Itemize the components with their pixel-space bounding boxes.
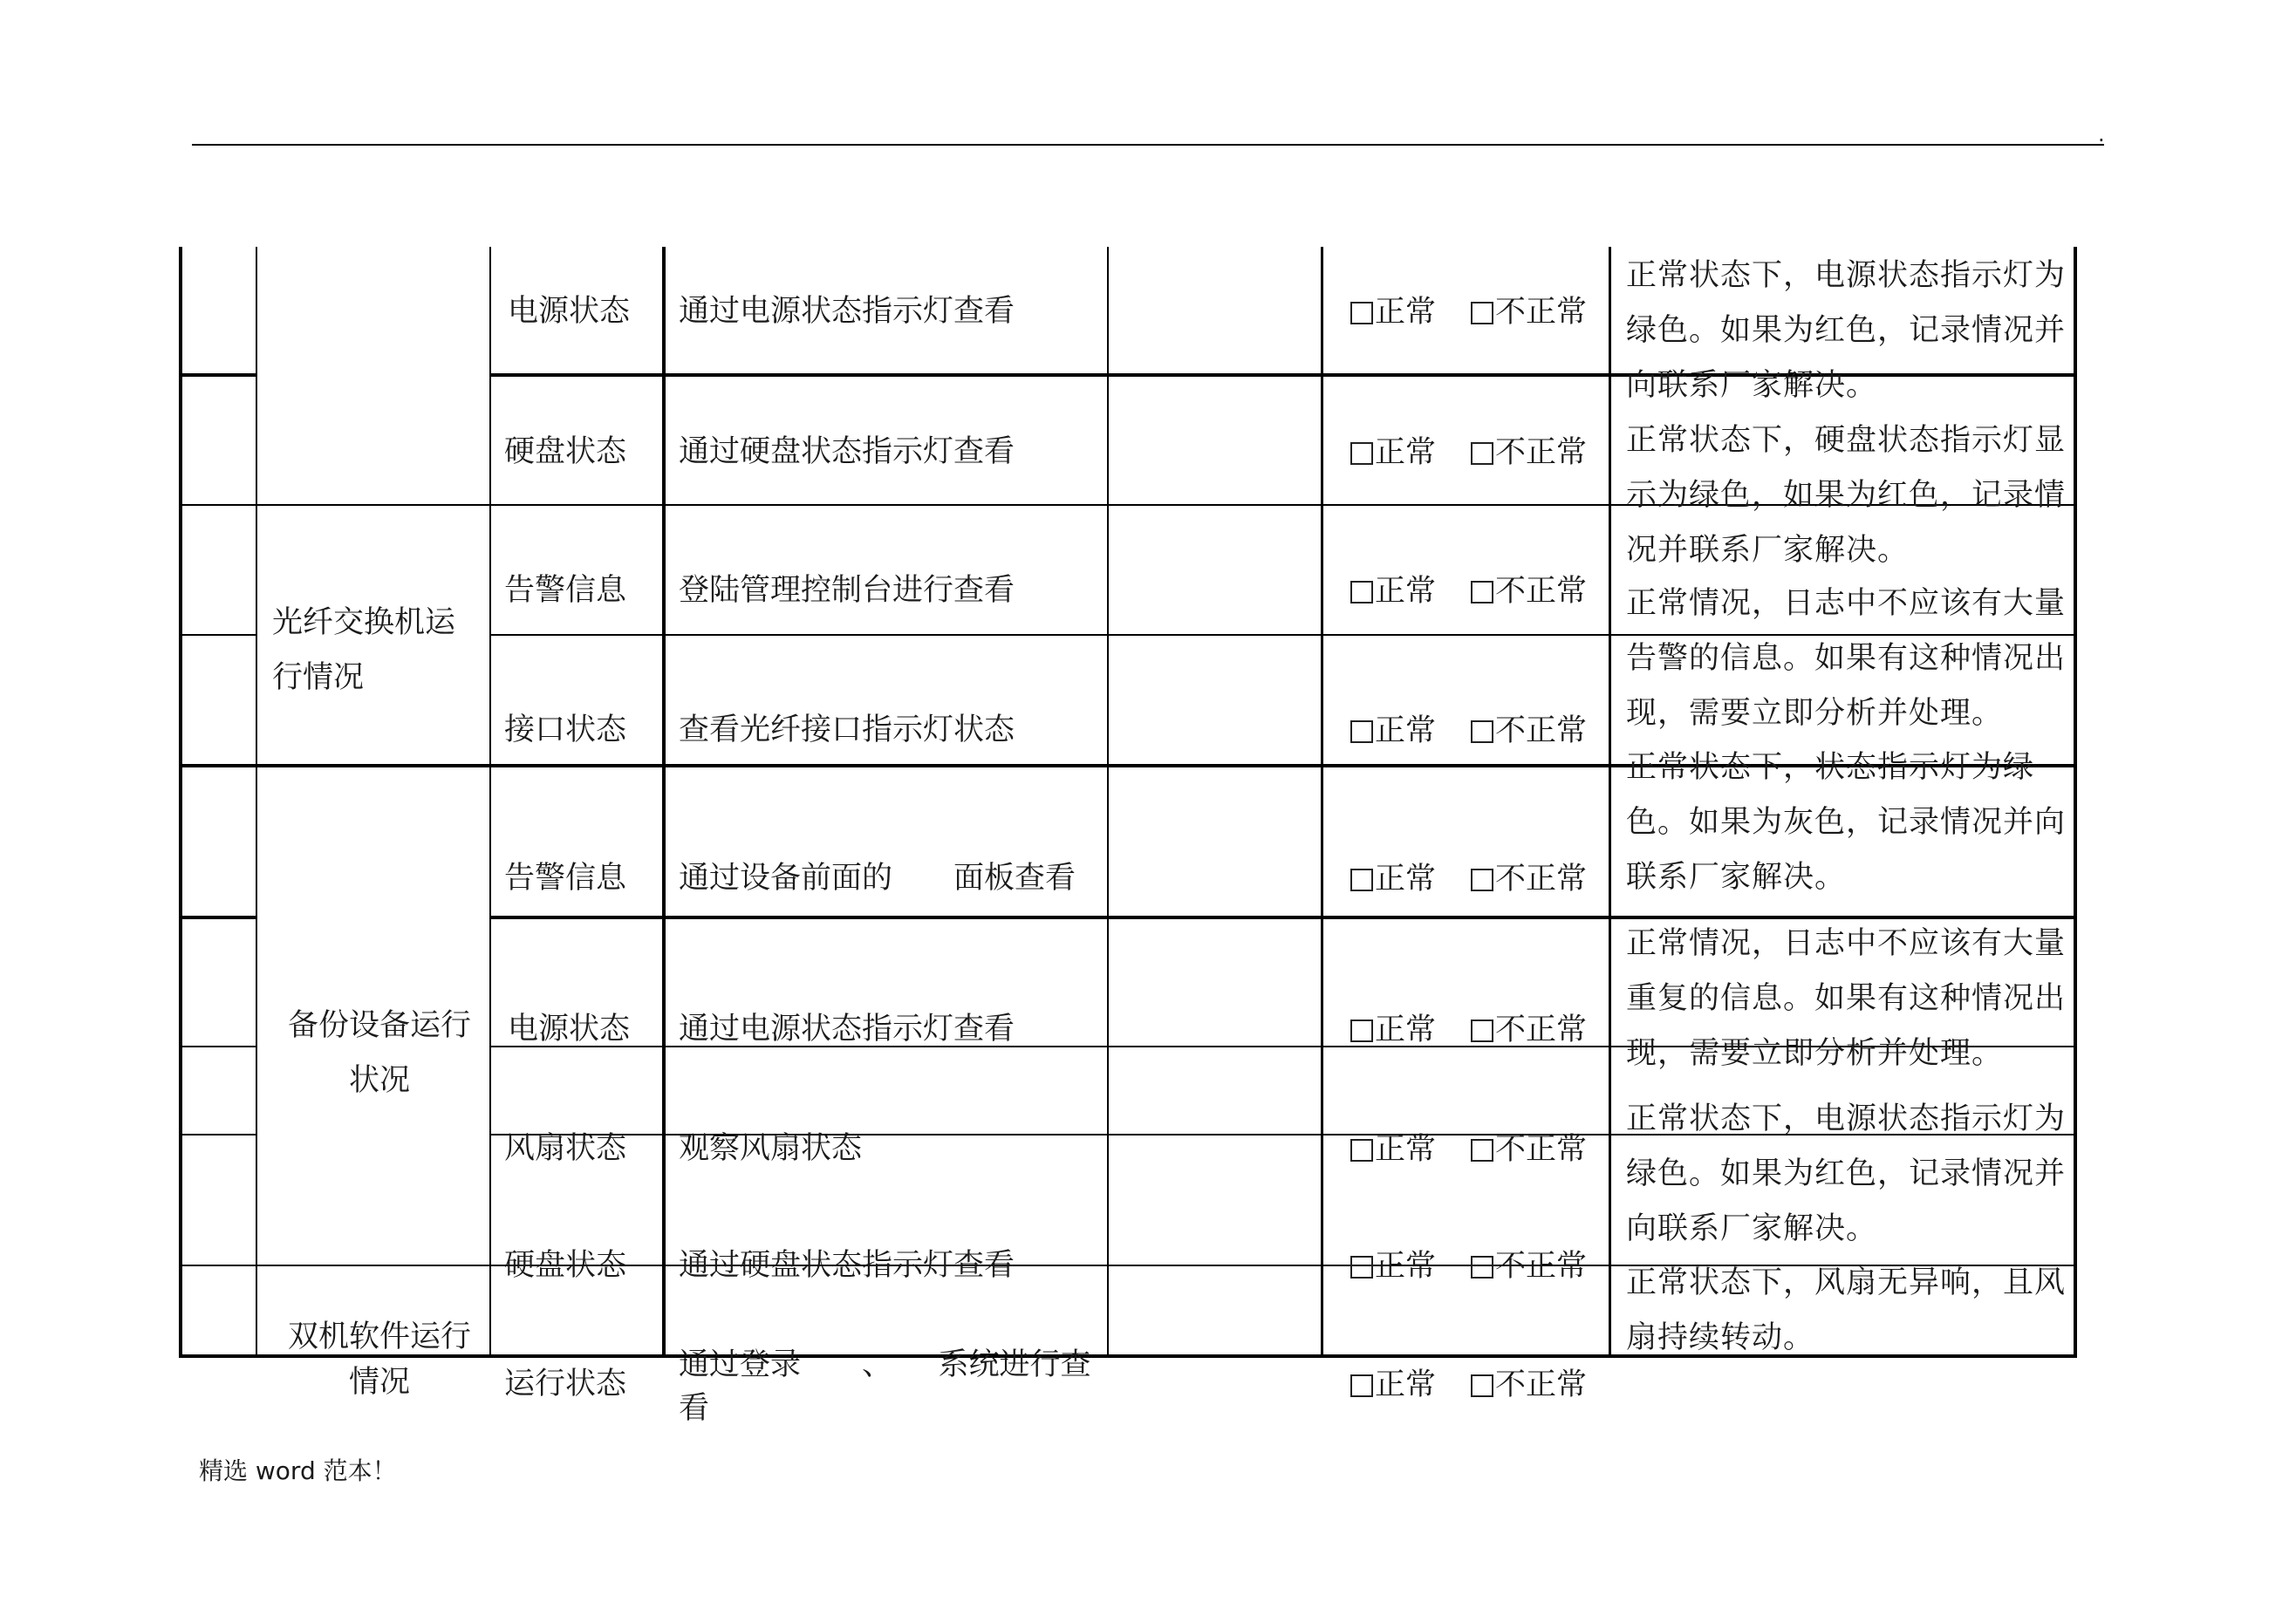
check-method: 通过设备前面的 面板查看 (679, 861, 1076, 896)
row-line-5a (179, 916, 257, 919)
check-item: 电源状态 (508, 294, 631, 329)
checkbox-abnormal[interactable] (1471, 442, 1493, 465)
check-item: 电源状态 (508, 1012, 631, 1047)
checkbox-abnormal[interactable] (1471, 1374, 1493, 1397)
check-item: 告警信息 (504, 573, 627, 608)
checkbox-normal[interactable] (1350, 302, 1373, 324)
status-checkbox-group[interactable]: 正常 不正常 (1350, 862, 1587, 897)
note-status-light: 正常状态下，状态指示灯为绿色。如果为灰色，记录情况并向联系厂家解决。 (1626, 750, 2067, 895)
status-checkbox-group[interactable]: 正常 不正常 (1350, 1249, 1587, 1284)
status-checkbox-group[interactable]: 正常 不正常 (1350, 435, 1587, 470)
checkbox-normal[interactable] (1350, 442, 1373, 465)
header-rule (192, 144, 2104, 146)
note-log: 正常情况，日志中不应该有大量重复的信息。如果有这种情况出现，需要立即分析并处理。 (1626, 926, 2067, 1071)
note-power-2: 正常状态下，电源状态指示灯为绿色。如果为红色，记录情况并向联系厂家解决。 (1626, 1101, 2067, 1246)
checkbox-normal[interactable] (1350, 1256, 1373, 1279)
status-checkbox-group[interactable]: 正常 不正常 (1350, 1367, 1587, 1402)
check-item: 接口状态 (504, 713, 627, 747)
header-mark: . (2098, 122, 2105, 147)
check-method: 通过电源状态指示灯查看 (679, 294, 1015, 329)
col-line-6 (1609, 247, 1611, 1358)
checkbox-abnormal[interactable] (1471, 1139, 1493, 1162)
col-line-3 (662, 247, 666, 1358)
check-item: 告警信息 (504, 861, 627, 896)
footer-text: 精选 word 范本！ (199, 1456, 397, 1485)
checkbox-normal[interactable] (1350, 1019, 1373, 1042)
checkbox-normal[interactable] (1350, 720, 1373, 743)
check-method: 通过登录 、 系统进行查看 (679, 1347, 1091, 1426)
note-power: 正常状态下，电源状态指示灯为绿色。如果为红色，记录情况并向联系厂家解决。 (1626, 258, 2067, 403)
group-label-dual-software: 双机软件运行情况 (287, 1320, 471, 1400)
check-item: 风扇状态 (504, 1131, 627, 1166)
check-method: 通过电源状态指示灯查看 (679, 1012, 1015, 1047)
checkbox-abnormal[interactable] (1471, 869, 1493, 891)
checkbox-abnormal[interactable] (1471, 581, 1493, 604)
checkbox-normal[interactable] (1350, 581, 1373, 604)
row-line-3 (179, 634, 257, 636)
checkbox-normal[interactable] (1350, 1374, 1373, 1397)
table-border-left (179, 247, 182, 1358)
check-item: 运行状态 (504, 1367, 627, 1401)
checkbox-abnormal[interactable] (1471, 1256, 1493, 1279)
checkbox-normal[interactable] (1350, 1139, 1373, 1162)
group-label-fc-switch: 光纤交换机运行情况 (272, 605, 456, 695)
check-method: 通过硬盘状态指示灯查看 (679, 434, 1015, 469)
status-checkbox-group[interactable]: 正常 不正常 (1350, 713, 1587, 748)
status-checkbox-group[interactable]: 正常 不正常 (1350, 1013, 1587, 1047)
check-method: 通过硬盘状态指示灯查看 (679, 1248, 1015, 1283)
col-line-5 (1321, 247, 1323, 1358)
check-item: 硬盘状态 (504, 434, 627, 469)
row-line-7a (179, 1134, 257, 1135)
checkbox-abnormal[interactable] (1471, 302, 1493, 324)
col-line-2 (489, 247, 491, 1358)
note-disk: 正常状态下，硬盘状态指示灯显示为绿色，如果为红色，记录情况并联系厂家解决。 (1626, 423, 2067, 568)
col-line-1 (256, 247, 257, 1358)
status-checkbox-group[interactable]: 正常 不正常 (1350, 574, 1587, 609)
note-fan: 正常状态下，风扇无异响，且风扇持续转动。 (1626, 1265, 2067, 1355)
col-line-4 (1107, 247, 1109, 1358)
check-method: 观察风扇状态 (679, 1131, 863, 1166)
check-item: 硬盘状态 (504, 1248, 627, 1283)
checkbox-abnormal[interactable] (1471, 720, 1493, 743)
checkbox-normal[interactable] (1350, 869, 1373, 891)
row-line-1a (179, 373, 257, 377)
row-line-6a (179, 1046, 257, 1047)
group-label-backup: 备份设备运行状况 (287, 1008, 471, 1098)
check-method: 登陆管理控制台进行查看 (679, 573, 1015, 608)
check-method: 查看光纤接口指示灯状态 (679, 713, 1015, 747)
note-alarm: 正常情况，日志中不应该有大量告警的信息。如果有这种情况出现，需要立即分析并处理。 (1626, 586, 2067, 731)
checkbox-abnormal[interactable] (1471, 1019, 1493, 1042)
status-checkbox-group[interactable]: 正常 不正常 (1350, 295, 1587, 330)
status-checkbox-group[interactable]: 正常 不正常 (1350, 1132, 1587, 1167)
